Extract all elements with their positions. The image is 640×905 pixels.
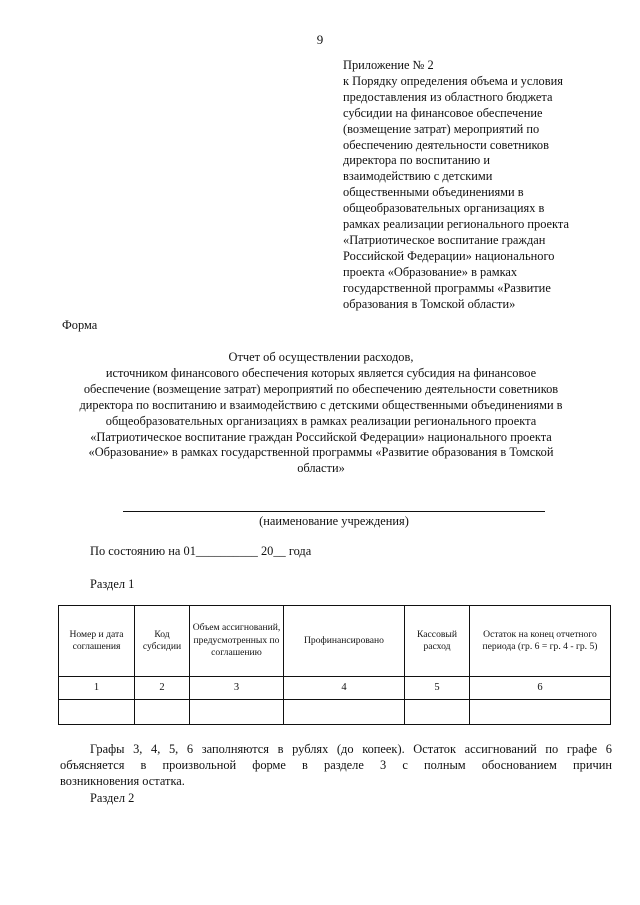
table-cell[interactable]: [135, 700, 190, 725]
report-title-line: источником финансового обеспечения которых является субсидия на финансовое: [105, 365, 537, 380]
appendix-line: директора по воспитанию и: [343, 153, 490, 168]
report-title-line: области»: [297, 461, 345, 476]
institution-name-field[interactable]: [123, 511, 545, 512]
column-number: 4: [284, 677, 405, 700]
appendix-line: взаимодействию с детскими: [343, 169, 493, 184]
report-title-line: Отчет об осуществлении расходов,: [228, 350, 414, 364]
report-title-line: обеспечение (возмещение затрат) мероприятий по обеспечению деятельности советников: [83, 381, 559, 396]
report-title-line: общеобразовательных организациях в рамках реализации регионального проекта: [105, 413, 537, 428]
table-header-row: [59, 606, 611, 677]
report-table: [58, 605, 611, 725]
appendix-line: «Патриотическое воспитание граждан: [343, 232, 546, 247]
table-cell[interactable]: [59, 700, 135, 725]
appendix-line: обеспечению деятельности советников: [343, 137, 549, 152]
institution-caption: (наименование учреждения): [259, 514, 409, 528]
table-cell[interactable]: [284, 700, 405, 725]
header-subsidy-code: Код субсидии: [135, 606, 190, 677]
appendix-line: проекта «Образование» в рамках: [343, 264, 518, 279]
report-title-line: «Образование» в рамках государственной программы «Развитие образования в Томской: [88, 445, 554, 460]
table-cell[interactable]: [470, 700, 611, 725]
column-number: 2: [135, 677, 190, 700]
section-2-label: Раздел 2: [90, 791, 135, 805]
column-number: 1: [59, 677, 135, 700]
appendix-line: образования в Томской области»: [343, 296, 516, 311]
appendix-line: общеобразовательных организациях в: [343, 201, 545, 216]
report-title-line: «Патриотическое воспитание граждан Российской Федерации» национального проекта: [90, 429, 552, 444]
header-cash-expense: Кассовый расход: [405, 606, 470, 677]
report-title: [40, 350, 602, 477]
as-of-date: По состоянию на 01__________ 20__ года: [90, 544, 312, 558]
table-number-row: [59, 677, 611, 700]
header-agreement: Номер и дата соглашения: [59, 606, 135, 677]
header-allocations: Объем ассигнований, предусмотренных по соглашению: [190, 606, 284, 677]
appendix-line: Российской Федерации» национального: [343, 248, 555, 263]
header-financed: Профинансировано: [284, 606, 405, 677]
column-number: 6: [470, 677, 611, 700]
note-line: возникновения остатка.: [60, 774, 185, 788]
table-cell[interactable]: [190, 700, 284, 725]
page-number: 9: [316, 32, 324, 47]
header-balance: Остаток на конец отчетного периода (гр. 6 = гр. 4 - гр. 5): [470, 606, 611, 677]
note-line: объясняется в произвольной форме в разделе 3 с полным обоснованием причин: [60, 758, 612, 772]
table-cell[interactable]: [405, 700, 470, 725]
column-number: 3: [190, 677, 284, 700]
note-line: Графы 3, 4, 5, 6 заполняются в рублях (до копеек). Остаток ассигнований по графе 6: [90, 742, 612, 756]
report-title-line: директора по воспитанию и взаимодействию с детскими общественными объединениями в: [79, 397, 563, 412]
section-1-label: Раздел 1: [90, 577, 135, 591]
appendix-line: (возмещение затрат) мероприятий по: [343, 121, 540, 136]
appendix-line: субсидии на финансовое обеспечение: [343, 105, 543, 120]
form-label: Форма: [62, 318, 98, 332]
appendix-line: рамках реализации регионального проекта: [343, 217, 569, 232]
appendix-line: предоставления из областного бюджета: [343, 89, 553, 104]
appendix-line: государственной программы «Развитие: [343, 280, 551, 295]
appendix-line: к Порядку определения объема и условия: [343, 73, 563, 88]
table-row: [59, 700, 611, 725]
table-note: [60, 741, 612, 789]
appendix-header: [343, 58, 613, 313]
column-number: 5: [405, 677, 470, 700]
appendix-line: Приложение № 2: [343, 58, 434, 72]
appendix-line: общественными объединениями в: [343, 185, 524, 200]
